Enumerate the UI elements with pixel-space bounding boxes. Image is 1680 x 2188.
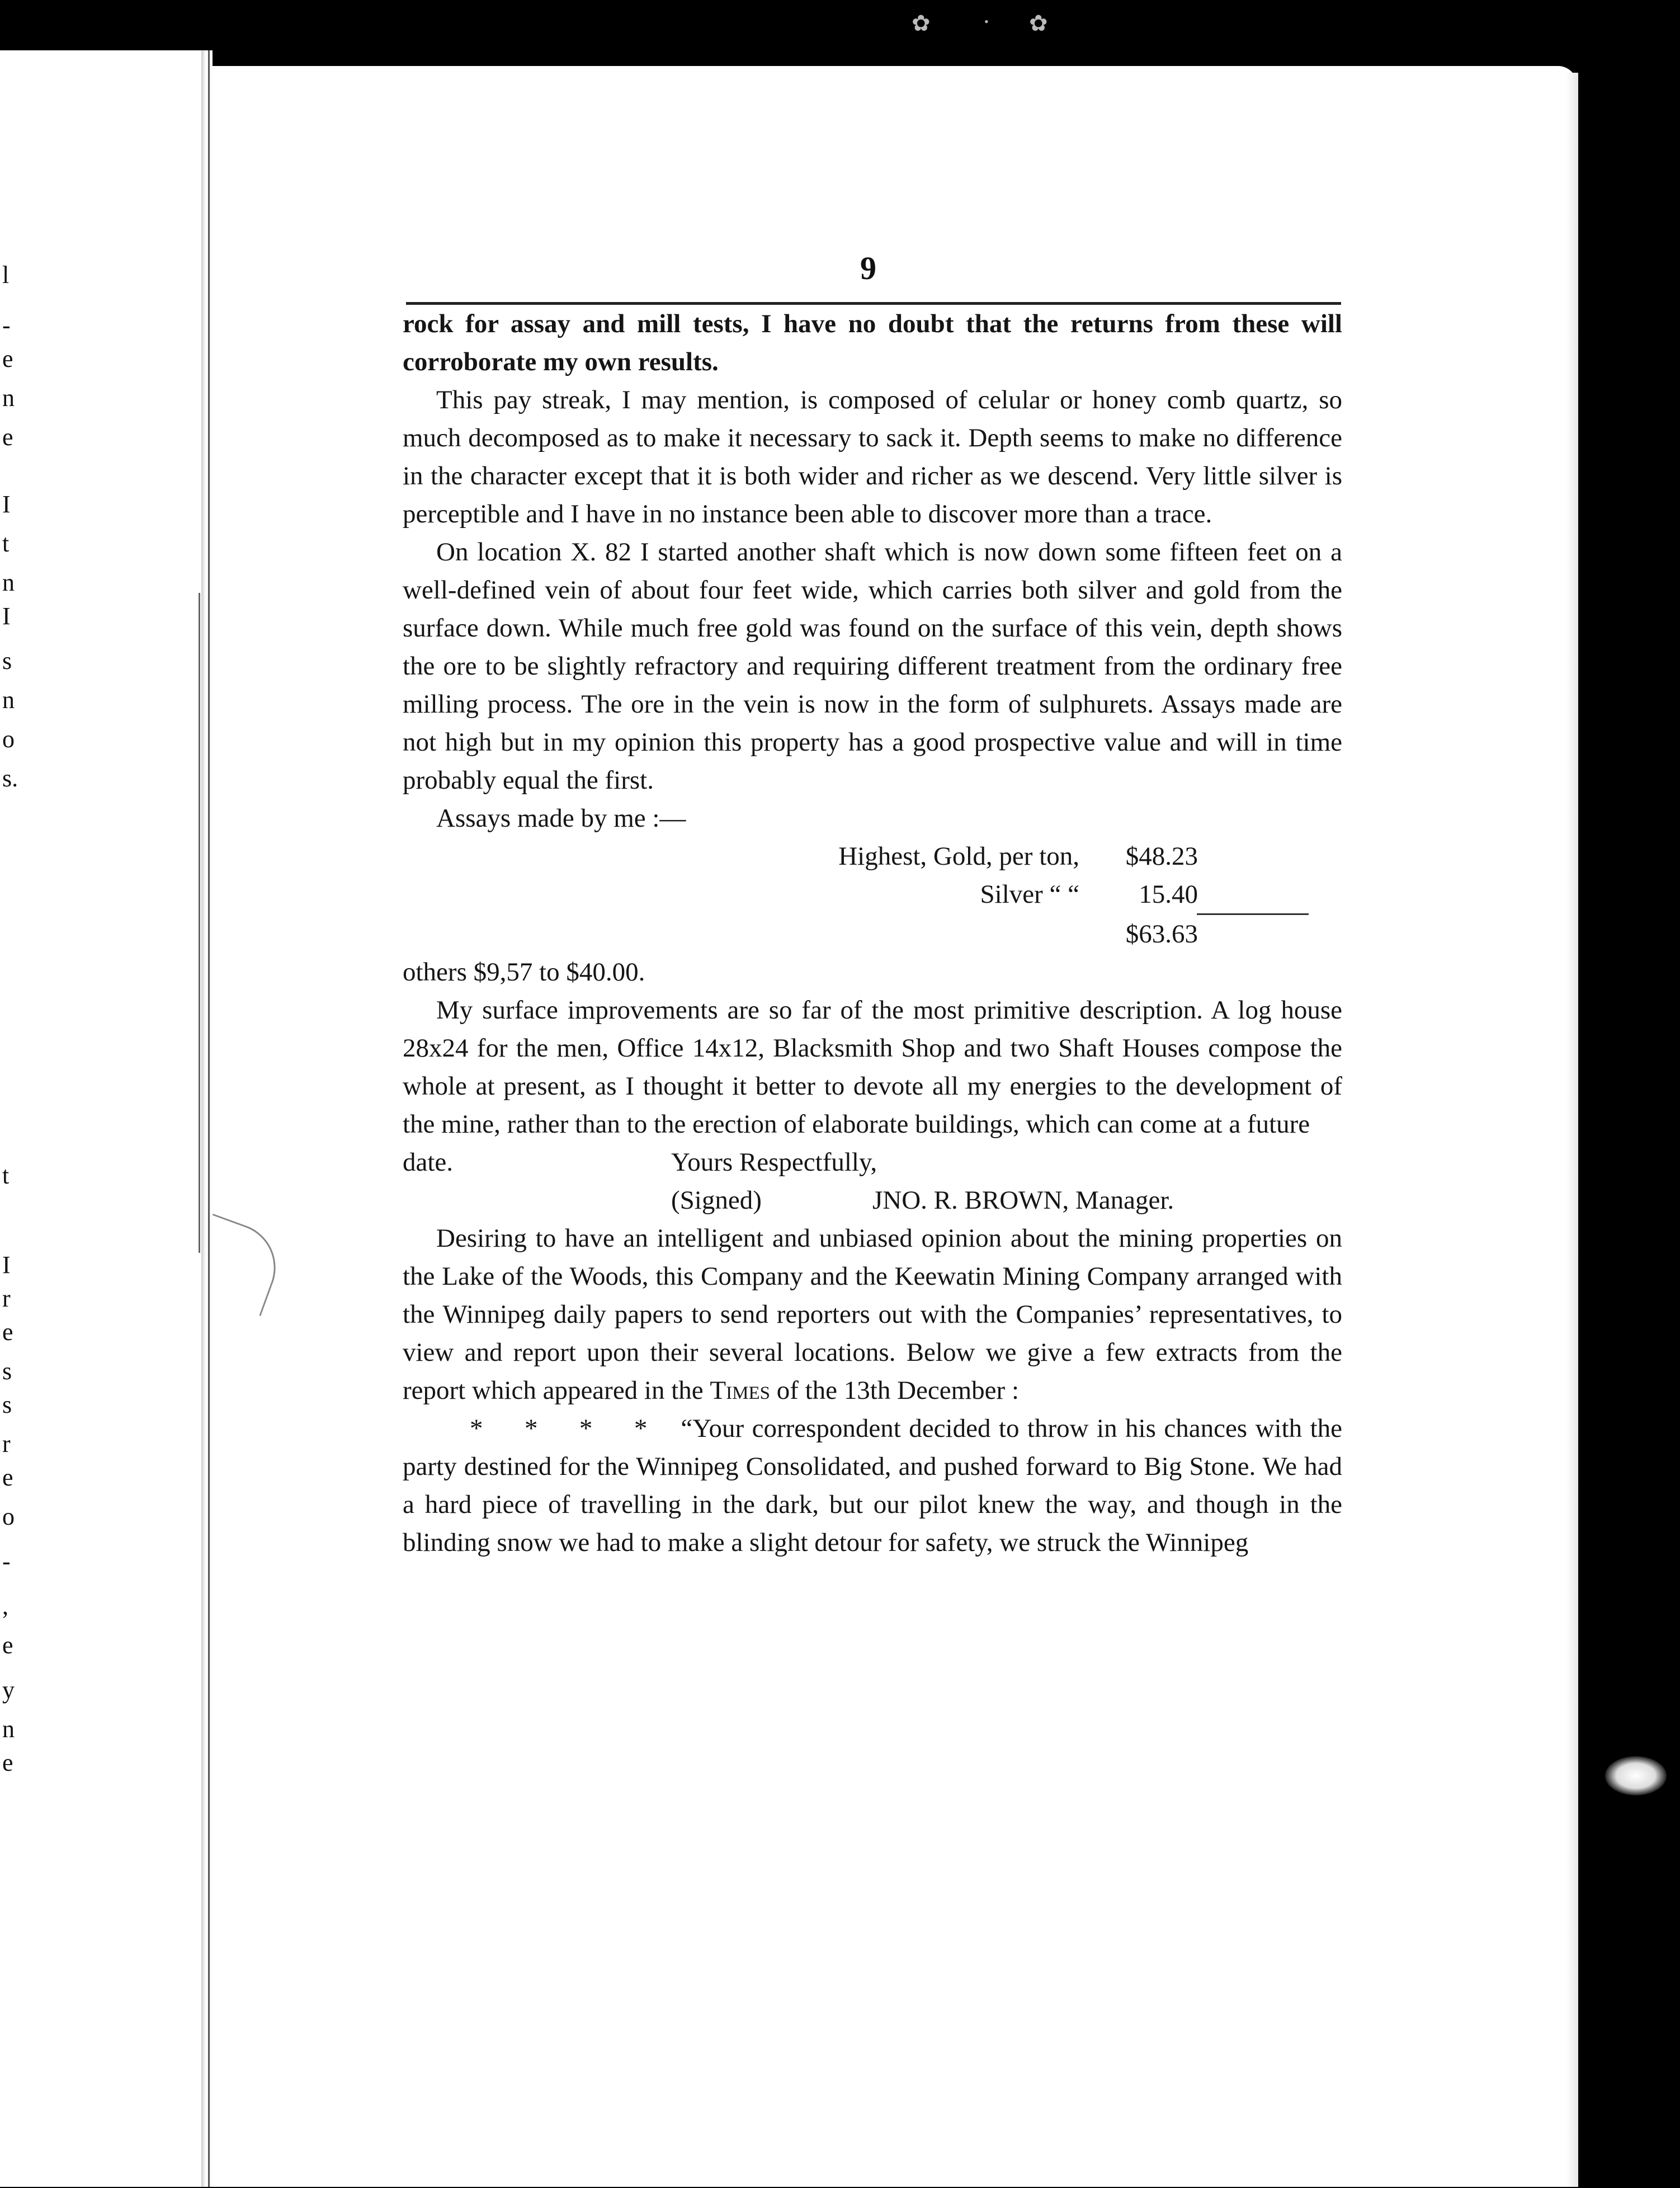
- paragraph-surface-improvements: My surface improvements are so far of the most primitive description. A log house 28x24 for the men, Office 14x12, Blacksmith Shop and two Shaft Houses compose the whole at present, as I thought it better to devote all my energies to the development of the mine, rather than to the erection of elaborate buildings, which can come at a future: [403, 996, 1342, 1139]
- facing-page-fragment: [0, 50, 201, 2187]
- signature-line: [403, 1181, 1342, 1219]
- facing-page-letter: e: [2, 1318, 13, 1346]
- scan-specks: ✿ • ✿: [912, 11, 1048, 36]
- facing-page-letter: y: [2, 1676, 15, 1704]
- paragraph-report-extract: [403, 1409, 1342, 1562]
- ellipsis-stars: * * * *: [470, 1414, 648, 1443]
- facing-page-letter: t: [2, 1162, 10, 1189]
- paragraph-opinion: [403, 1219, 1342, 1409]
- paragraph-pay-streak: This pay streak, I may mention, is composed of celular or honey comb quartz, so much decomposed as to make it necessary to sack it. Depth seems to make no difference in the character except that it is both wider and richer as we descend. Very little silver is perceptible and I have in no instance been able to discover more than a trace.: [403, 385, 1342, 529]
- facing-page-letter: n: [2, 1715, 15, 1743]
- facing-page-letter: e: [2, 1631, 13, 1659]
- signer-name: JNO. R. BROWN, Manager.: [872, 1186, 1174, 1215]
- facing-page-letter: s: [2, 1391, 12, 1418]
- assay-row-total: [403, 915, 1342, 953]
- facing-page-letter: I: [2, 1251, 11, 1279]
- facing-page-letter: o: [2, 725, 15, 753]
- facing-page-letter: I: [2, 602, 11, 630]
- facing-page-letter: n: [2, 384, 15, 412]
- paragraph-location-x82: On location X. 82 I started another shaft which is now down some fifteen feet on a well-defined vein of about four feet wide, which carries both silver and gold from the surface down. While much free gold was found on the surface of this vein, depth shows the ore to be slightly refractory and requiring different treatment from the ordinary free milling process. The ore in the vein is now in the form of sulphurets. Assays made are not high but in my opinion this property has a good prospective value and will in time probably equal the first.: [403, 537, 1342, 795]
- assay-value: $48.23: [1125, 842, 1198, 871]
- facing-page-letter: -: [2, 1548, 11, 1575]
- assay-total: $63.63: [1125, 919, 1198, 949]
- facing-page-letter: e: [2, 423, 13, 451]
- assay-row-silver: [403, 875, 1342, 913]
- facing-page-letter: l: [2, 261, 10, 289]
- facing-page-letter: e: [2, 1749, 13, 1776]
- signed-label: (Signed): [671, 1186, 762, 1215]
- assay-label: Highest, Gold, per ton,: [838, 842, 1079, 871]
- paragraph-opinion-text: Desiring to have an intelligent and unbiased opinion about the mining properties on the Lake of the Woods, this Company and the Keewatin Mining Company arranged with the Winnipeg daily papers to send reporters out with the Companies’ representatives, to view and report upon their several locations. Below we give a few extracts from the report which appeared in the: [403, 1224, 1342, 1405]
- newspaper-name: Times: [710, 1376, 770, 1405]
- closing-date-word: date.: [403, 1148, 454, 1177]
- report-extract-text: “Your correspondent decided to throw in his chances with the party destined for the Winnipeg Consolidated, and pushed forward to Big Stone. We had a hard piece of travelling in the dark, but our pilot knew the way, and though in the blinding snow we had to make a slight detour for safety, we struck the Winnipeg: [403, 1414, 1343, 1557]
- paragraph-opinion-end: of the 13th December :: [776, 1376, 1019, 1405]
- page-right-edge: [1566, 73, 1578, 2187]
- page-number: 9: [860, 250, 876, 286]
- assays-others: others $9,57 to $40.00.: [403, 958, 645, 987]
- facing-page-letter: s: [2, 647, 12, 675]
- facing-page-letter: I: [2, 491, 11, 518]
- facing-page-letter: e: [2, 345, 13, 372]
- assays-intro: Assays made by me :—: [436, 804, 686, 833]
- scan-smudge: [1605, 1756, 1667, 1795]
- closing-line: [403, 1143, 1342, 1181]
- assay-row-gold: [403, 837, 1342, 875]
- assay-value: 15.40: [1139, 880, 1198, 909]
- facing-page-letter: e: [2, 1464, 13, 1491]
- page-body: [403, 305, 1342, 1562]
- assay-label: Silver “ “: [980, 880, 1079, 909]
- facing-page-letter: -: [2, 312, 11, 339]
- facing-page-letter: s: [2, 1357, 12, 1385]
- facing-page-margin-letters: [2, 50, 25, 2187]
- facing-page-letter: t: [2, 530, 10, 557]
- facing-page-letter: s.: [2, 765, 18, 792]
- facing-page-letter: o: [2, 1503, 15, 1530]
- facing-page-letter: r: [2, 1430, 11, 1458]
- facing-page-letter: n: [2, 686, 15, 714]
- assay-table: [403, 837, 1342, 953]
- closing-salutation: Yours Respectfully,: [671, 1148, 877, 1177]
- facing-page-letter: ,: [2, 1592, 8, 1620]
- binding-thread: [199, 593, 205, 1253]
- gutter-line: [208, 50, 210, 2187]
- facing-page-letter: r: [2, 1285, 11, 1312]
- paragraph-continuation: rock for assay and mill tests, I have no doubt that the returns from these will corroborate my own results.: [403, 309, 1342, 376]
- facing-page-letter: n: [2, 569, 15, 596]
